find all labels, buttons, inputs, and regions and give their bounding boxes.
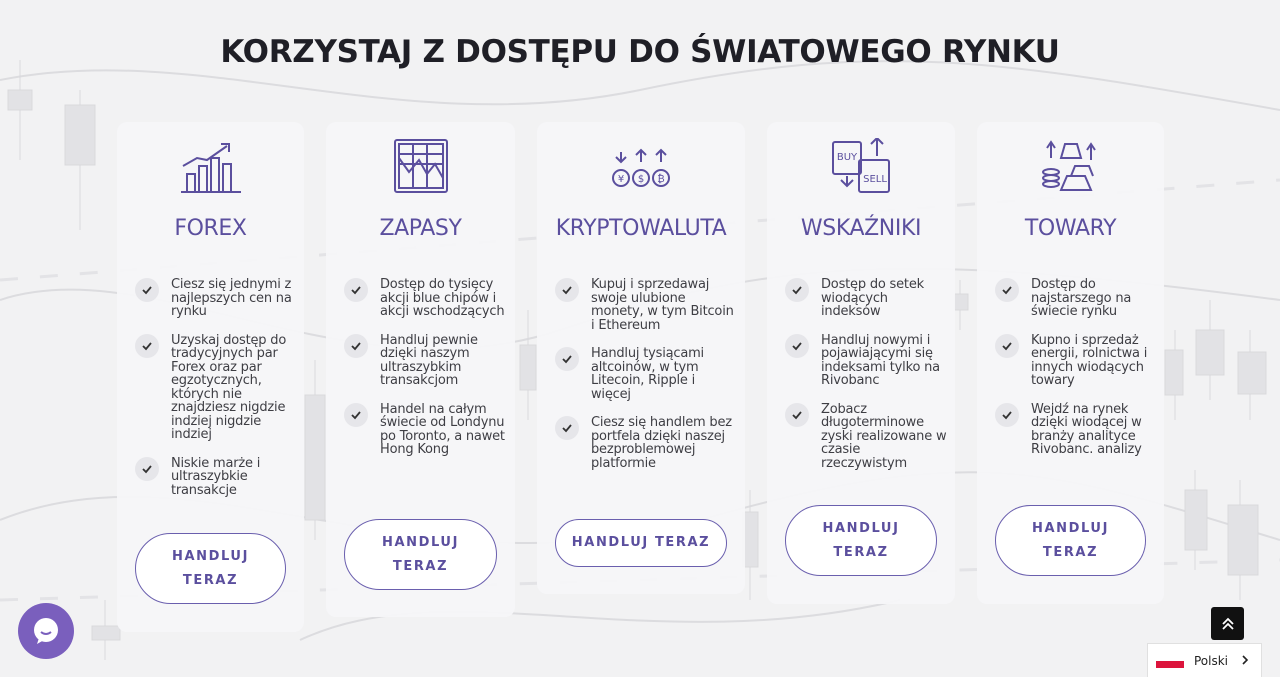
check-icon xyxy=(135,278,159,302)
feature-list xyxy=(344,278,507,472)
trade-now-button[interactable]: HANDLUJ TERAZ xyxy=(785,505,937,576)
growth-chart-icon xyxy=(117,138,304,196)
svg-text:BUY: BUY xyxy=(836,152,858,163)
check-icon xyxy=(555,416,579,440)
list-item xyxy=(555,347,737,401)
list-item xyxy=(344,278,507,319)
feature-list xyxy=(135,278,296,512)
card-title: KRYPTOWALUTA xyxy=(555,216,727,241)
svg-text:₿: ₿ xyxy=(657,174,665,185)
check-icon xyxy=(785,334,809,358)
item-text: Uzyskaj dostęp do tradycyjnych par Forex oraz par egzotycznych, których nie znajdziesz nigdzie indziej nigdzie indziej xyxy=(171,332,287,442)
check-icon xyxy=(344,334,368,358)
crypto-coins-icon xyxy=(537,138,745,196)
check-icon xyxy=(344,403,368,427)
double-chevron-up-icon xyxy=(1221,617,1235,631)
card-title: ZAPASY xyxy=(379,216,462,241)
check-icon xyxy=(785,278,809,302)
item-text: Dostęp do tysięcy akcji blue chipów i akcji wschodzących xyxy=(380,277,505,319)
list-item xyxy=(785,278,947,319)
poland-flag-icon xyxy=(1156,654,1184,668)
svg-text:¥: ¥ xyxy=(617,174,625,185)
item-text: Dostęp do najstarszego na świecie rynku xyxy=(1031,277,1132,319)
list-item xyxy=(344,334,507,388)
svg-text:SELL: SELL xyxy=(863,174,887,185)
feature-list xyxy=(995,278,1156,472)
item-text: Kupuj i sprzedawaj swoje ulubione monety, w tym Bitcoin i Ethereum xyxy=(591,277,734,333)
check-icon xyxy=(344,278,368,302)
check-icon xyxy=(995,278,1019,302)
card-indices xyxy=(767,122,955,604)
list-item xyxy=(135,278,296,319)
card-stocks xyxy=(326,122,515,617)
item-text: Kupno i sprzedaż energii, rolnictwa i innych wiodących towary xyxy=(1031,332,1148,388)
trade-now-button[interactable]: HANDLUJ TERAZ xyxy=(344,519,497,590)
item-text: Niskie marże i ultraszybkie transakcje xyxy=(171,455,261,498)
buy-sell-icon xyxy=(767,138,955,196)
chevron-right-icon xyxy=(1239,654,1251,666)
item-text: Handluj tysiącami altcoinów, w tym Litecoin, Ripple i więcej xyxy=(591,346,704,402)
check-icon xyxy=(555,278,579,302)
language-label: Polski xyxy=(1194,653,1229,668)
item-text: Ciesz się jednymi z najlepszych cen na rynku xyxy=(171,277,292,319)
card-forex xyxy=(117,122,304,632)
trade-now-button[interactable]: HANDLUJ TERAZ xyxy=(135,533,286,604)
list-item xyxy=(555,416,737,470)
card-crypto xyxy=(537,122,745,594)
list-item xyxy=(555,278,737,332)
stock-chart-icon xyxy=(326,138,515,196)
card-title: TOWARY xyxy=(1024,216,1117,241)
list-item xyxy=(785,334,947,388)
item-text: Zobacz długoterminowe zyski realizowane w czasie rzeczywistym xyxy=(821,401,947,471)
feature-list xyxy=(785,278,947,485)
scroll-to-top-button[interactable] xyxy=(1211,607,1244,640)
card-title: WSKAŹNIKI xyxy=(800,216,922,241)
list-item xyxy=(344,403,507,457)
svg-text:$: $ xyxy=(637,174,645,185)
item-text: Handluj pewnie dzięki naszym ultraszybkim transakcjom xyxy=(380,332,478,388)
list-item xyxy=(785,403,947,471)
chat-icon xyxy=(31,616,61,646)
card-title: FOREX xyxy=(174,216,247,241)
item-text: Ciesz się handlem bez portfela dzięki naszej bezproblemowej platformie xyxy=(591,415,732,471)
check-icon xyxy=(995,403,1019,427)
page-heading: KORZYSTAJ Z DOSTĘPU DO ŚWIATOWEGO RYNKU xyxy=(220,34,1060,70)
commodities-icon xyxy=(977,138,1164,196)
list-item xyxy=(995,278,1156,319)
list-item xyxy=(135,457,296,498)
trade-now-button[interactable]: HANDLUJ TERAZ xyxy=(995,505,1146,576)
feature-list xyxy=(555,278,737,485)
list-item xyxy=(135,334,296,442)
item-text: Wejdź na rynek dzięki wiodącej w branży analityce Rivobanc. analizy xyxy=(1031,401,1142,457)
list-item xyxy=(995,403,1156,457)
list-item xyxy=(995,334,1156,388)
item-text: Dostęp do setek wiodących indeksów xyxy=(821,277,924,319)
language-selector[interactable] xyxy=(1147,643,1262,677)
item-text: Handel na całym świecie od Londynu po Toronto, a nawet Hong Kong xyxy=(380,401,505,457)
card-commodities xyxy=(977,122,1164,604)
check-icon xyxy=(135,334,159,358)
chat-widget-button[interactable] xyxy=(18,603,74,659)
item-text: Handluj nowymi i pojawiającymi się indeksami tylko na Rivobanc xyxy=(821,332,940,388)
check-icon xyxy=(995,334,1019,358)
check-icon xyxy=(135,457,159,481)
trade-now-button[interactable]: HANDLUJ TERAZ xyxy=(555,519,727,567)
check-icon xyxy=(785,403,809,427)
check-icon xyxy=(555,347,579,371)
